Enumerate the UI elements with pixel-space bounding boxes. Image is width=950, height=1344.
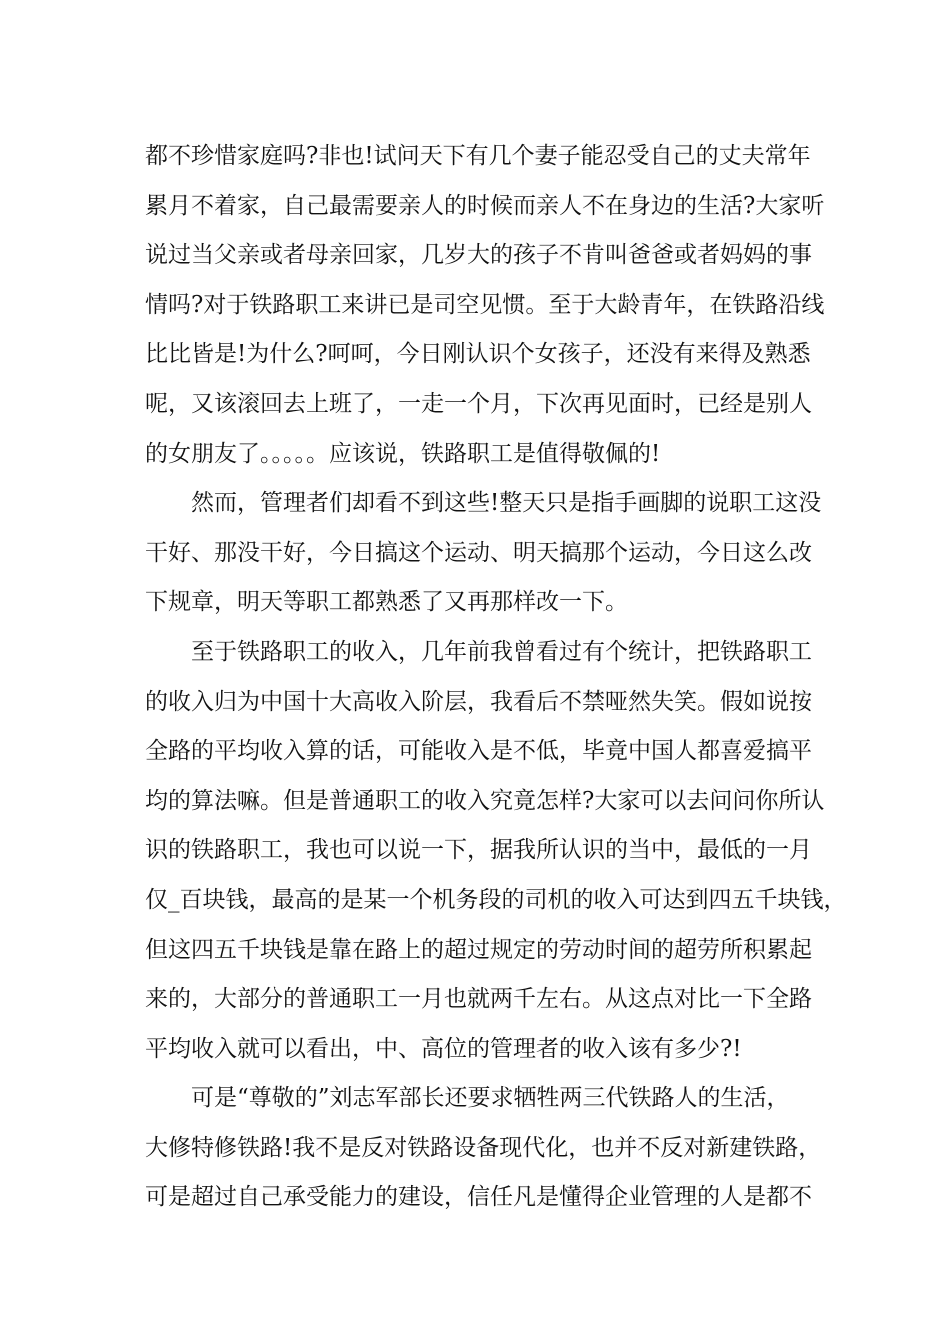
- text-line: 累月不着家，自己最需要亲人的时候而亲人不在身边的生活?大家听: [145, 192, 825, 219]
- body-text: [145, 132, 847, 1223]
- text-line: 呢，又该滚回去上班了，一走一个月，下次再见面时，已经是别人: [145, 390, 812, 417]
- text-line: 全路的平均收入算的话，可能收入是不低，毕竟中国人都喜爱搞平: [145, 738, 812, 765]
- text-line: 但这四五千块钱是靠在路上的超过规定的劳动时间的超劳所积累起: [145, 936, 812, 963]
- text-line: 识的铁路职工，我也可以说一下，据我所认识的当中，最低的一月: [145, 837, 812, 864]
- text-line: 均的算法嘛。但是普通职工的收入究竟怎样?大家可以去问问你所认: [145, 787, 825, 814]
- text-line: 情吗?对于铁路职工来讲已是司空见惯。至于大龄青年，在铁路沿线: [145, 291, 825, 318]
- paragraph-first-line: 然而，管理者们却看不到这些!整天只是指手画脚的说职工这没: [191, 490, 822, 517]
- text-line: 平均收入就可以看出，中、高位的管理者的收入该有多少?!: [145, 1035, 742, 1062]
- text-line: 大修特修铁路!我不是反对铁路设备现代化，也并不反对新建铁路，: [145, 1134, 822, 1161]
- text-line: 的女朋友了。。。。。应该说，铁路职工是值得敬佩的!: [145, 440, 661, 467]
- text-line: 的收入归为中国十大高收入阶层，我看后不禁哑然失笑。假如说按: [145, 688, 812, 715]
- text-line: 比比皆是!为什么?呵呵，今日刚认识个女孩子，还没有来得及熟悉: [145, 341, 811, 368]
- text-line: 都不珍惜家庭吗?非也!试问天下有几个妻子能忍受自己的丈夫常年: [145, 143, 811, 169]
- text-line: 仅_百块钱，最高的是某一个机务段的司机的收入可达到四五千块钱，: [145, 886, 847, 913]
- text-line: 说过当父亲或者母亲回家，几岁大的孩子不肯叫爸爸或者妈妈的事: [145, 242, 812, 269]
- text-line: 可是超过自己承受能力的建设，信任凡是懂得企业管理的人是都不: [145, 1184, 812, 1211]
- paragraph-first-line: 至于铁路职工的收入，几年前我曾看过有个统计，把铁路职工: [191, 638, 812, 665]
- text-line: 来的，大部分的普通职工一月也就两千左右。从这点对比一下全路: [145, 986, 812, 1013]
- text-line: 干好、那没干好，今日搞这个运动、明天搞那个运动，今日这么改: [145, 539, 812, 566]
- text-line: 下规章，明天等职工都熟悉了又再那样改一下。: [145, 589, 628, 616]
- paragraph-first-line: 可是“尊敬的”刘志军部长还要求牺牲两三代铁路人的生活，: [191, 1085, 790, 1112]
